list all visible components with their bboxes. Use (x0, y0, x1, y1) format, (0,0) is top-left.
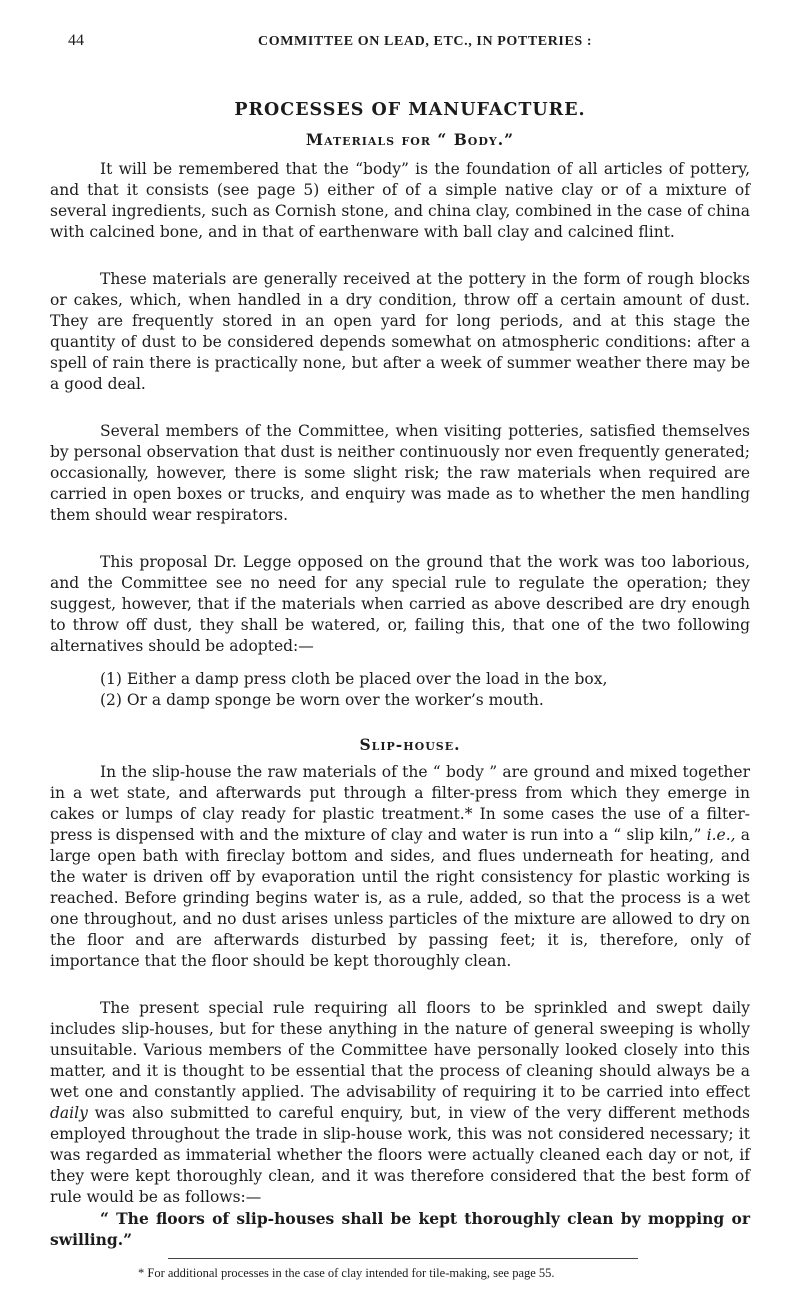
page-number: 44 (68, 32, 84, 49)
slip-house-paragraph-2 (50, 998, 750, 1208)
slip-house-p1-ie: i.e., (706, 826, 736, 844)
footnote: * For additional processes in the case of clay intended for tile-making, see page 55. (138, 1266, 555, 1280)
slip-house-p1-text-b: a large open bath with fireclay bottom and sides, and flues underneath for heating, and the water is driven off by evaporation until the right consistency for plastic working is reached. Before grinding begins water is, as a rule, added, so that the process is a wet one throughout, and no dust arises unless particles of the mixture are allowed to dry on the floor and are afterwards disturbed by passing feet; it is, therefore, only of importance that the floor should be kept thoroughly clean. (50, 826, 750, 970)
slip-house-heading: Slip-house. (359, 735, 461, 754)
footnote-divider (168, 1258, 638, 1259)
section-title: PROCESSES OF MANUFACTURE. (234, 100, 586, 120)
materials-paragraph-1: It will be remembered that the “body” is the foundation of all articles of pottery, and that it consists (see page 5) either of of a simple native clay or of a mixture of several ingredients, such as Cornish stone, and china clay, combined in the case of china with calcined bone, and in that of earthenware with ball clay and calcined flint. (50, 160, 750, 241)
slip-house-paragraph-1 (50, 762, 750, 972)
alternatives-list (50, 669, 750, 711)
alternative-item-1: (1) Either a damp press cloth be placed over the load in the box, (100, 670, 608, 688)
materials-paragraph-3: Several members of the Committee, when visiting potteries, satisfied themselves by personal observation that dust is neither continuously nor even frequently generated; occasionally, however, there is some slight risk; the raw materials when required are carried in open boxes or trucks, and enquiry was made as to whether the men handling them should wear respirators. (50, 422, 750, 524)
running-head (50, 32, 750, 58)
slip-house-rule-quote: “ The floors of slip-houses shall be kept thoroughly clean by mopping or swilling.” (50, 1209, 750, 1249)
materials-paragraph-2: These materials are generally received at the pottery in the form of rough blocks or cakes, which, when handled in a dry condition, throw off a certain amount of dust. They are frequently stored in an open yard for long periods, and at this stage the quantity of dust to be considered depends somewhat on atmospheric conditions: after a spell of rain there is practically none, but after a week of summer weather there may be a good deal. (50, 270, 750, 393)
materials-paragraph-4: This proposal Dr. Legge opposed on the ground that the work was too laborious, and the Committee see no need for any special rule to regulate the operation; they suggest, however, that if the materials when carried as above described are dry enough to throw off dust, they shall be watered, or, failing this, that one of the two following alternatives should be adopted:— (50, 553, 750, 655)
alternative-item-2: (2) Or a damp sponge be worn over the worker’s mouth. (100, 691, 544, 709)
materials-heading: Materials for “ Body.” (305, 130, 515, 149)
slip-house-p2-text-a: The present special rule requiring all floors to be sprinkled and swept daily includes slip-houses, but for these anything in the nature of general sweeping is wholly unsuitable. Various members of the Committee have personally looked closely into this matter, and it is thought to be essential that the process of cleaning should always be a wet one and constantly applied. The advisability of requiring it to be carried into effect (50, 999, 750, 1101)
slip-house-p2-text-b: was also submitted to careful enquiry, but, in view of the very different methods employed throughout the trade in slip-house work, this was not considered necessary; it was regarded as immaterial whether the floors were actually cleaned each day or not, if they were kept thoroughly clean, and it was therefore considered that the best form of rule would be as follows:— (50, 1104, 750, 1206)
slip-house-p1-text-a: In the slip-house the raw materials of the “ body ” are ground and mixed together in a wet state, and afterwards put through a filter-press from which they emerge in cakes or lumps of clay ready for plastic treatment.* In some cases the use of a filter-press is dispensed with and the mixture of clay and water is run into a “ slip kiln,” (50, 763, 750, 844)
running-title: COMMITTEE ON LEAD, ETC., IN POTTERIES : (258, 34, 593, 49)
slip-house-p2-daily: daily (50, 1104, 88, 1122)
